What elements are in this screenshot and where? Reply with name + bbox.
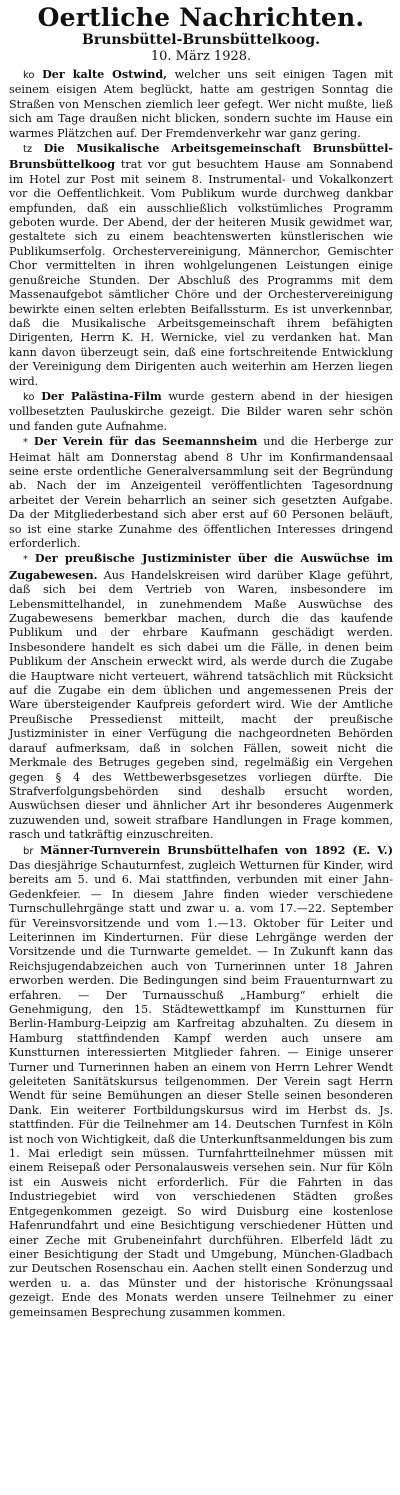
- article-lead: Männer-Turnverein Brunsbüttelhafen von 1892 (E. V.): [40, 842, 393, 857]
- article-text: und die Herberge zur Heimat hält am Donnerstag abend 8 Uhr im Konfirmandensaal seine erste ordentliche Generalversammlung seit der Begründung ab. Nach der im Anzeigenteil veröffentlichten Tagesordnung arbeitet der Verein beharrlich an seiner sich gesetzten Aufgabe. Da der Mitgliederbestand sich aber erst auf 60 Personen beläuft, so ist eine starke Zunahme des öffentlichen Interesses dringend erforderlich.: [9, 435, 394, 550]
- article-musikalische-arbeitsgemeinschaft: [9, 141, 393, 389]
- article-kalte-ostwind: [9, 67, 393, 141]
- page-title: Oertliche Nachrichten.: [37, 3, 365, 32]
- article-maenner-turnverein: [9, 843, 393, 1320]
- page-date: 10. März 1928.: [150, 49, 252, 64]
- article-zugabewesen: [9, 551, 393, 842]
- article-text: welcher uns seit einigen Tagen mit seinem eisigen Atem beglückt, hatte am gestrigen Sonntag die Straßen von Menschen ziemlich leer gefegt. Wer nicht mußte, ließ sich am Tage draußen nicht blicken, sondern suchte im Hause ein warmes Plätzchen auf. Der Fremdenverkehr war ganz gering.: [9, 68, 394, 140]
- article-text: trat vor gut besuchtem Hause am Sonnabend im Hotel zur Post mit seinem 8. Instrumental- und Vokalkonzert vor die Oeffentlichkeit. Vom Publikum wurde durchweg dankbar empfunden, daß ein ausschließlich volkstümliches Programm geboten wurde. Der Abend, der der heiteren Musik gewidmet war, gestaltete sich zu einem beachtenswerten künstlerischen wie Publikumserfolg. Orchestervereinigung, Männerchor, Gemischter Chor vermittelten in ihren wohlgelungenen Leistungen einige genußreiche Stunden. Der Abschluß des Programms mit dem Massenaufgebot sämtlicher Chöre und der Orchestervereinigung bewirkte einen selten erlebten Beifallssturm. Es ist unverkennbar, daß die Musikalische Arbeitsgemeinschaft ihrem befähigten Dirigenten, Herrn K. H. Wernicke, viel zu verdanken hat. Man kann davon überzeugt sein, daß eine fortschreitende Entwicklung der Vereinigung dem Dirigenten auch weiterhin am Herzen liegen wird.: [9, 158, 393, 388]
- article-tag: tz: [23, 144, 33, 156]
- article-lead: Der Palästina-Film: [41, 388, 162, 403]
- article-tag: br: [23, 845, 34, 857]
- article-lead: Die Musikalische Arbeitsgemeinschaft Brunsbüttel-Brunsbüttelkoog: [9, 141, 393, 172]
- page-subtitle: Brunsbüttel-Brunsbüttelkoog.: [82, 32, 320, 48]
- article-lead: Der Verein für das Seemannsheim: [33, 434, 258, 449]
- article-lead: Der kalte Ostwind,: [42, 67, 168, 81]
- article-palaestina-film: [9, 389, 393, 434]
- article-tag: *: [23, 554, 28, 566]
- article-tag: *: [23, 437, 28, 449]
- article-tag: ko: [23, 391, 35, 403]
- article-tag: ko: [23, 70, 35, 81]
- article-text: Das diesjährige Schauturnfest, zugleich Wetturnen für Kinder, wird bereits am 5. und 6. Mai stattfinden, verbunden mit einer Jahn-Gedenkfeier. — In diesem Jahre finden wieder verschiedene Turnschullehrgänge statt und zwar u. a. vom 17.—22. September für Vereinsvorsitzende und vom 1.—13. Oktober für Leiter und Leiterinnen im Kinderturnen. Für diese Lehrgänge werden der Vorsitzende und die Turnwarte gemeldet. — In Zukunft kann das Reichsjugendabzeichen auch von Turnerinnen unter 18 Jahren erworben werden. Die Bedingungen sind beim Frauenturnwart zu erfahren. — Der Turnausschuß „Hamburg“ erhielt die Genehmigung, den 15. Städtewettkampf im Kunstturnen für Berlin-Hamburg-Leipzig am Karfreitag abzuhalten. Zu diesem in Hamburg stattfindenden Kampf werden auch unsere am Kunstturnen interessierten Mitglieder fahren. — Einige unserer Turner und Turnerinnen haben an einem von Herrn Lehrer Wendt geleiteten Sanitätskursus teilgenommen. Der Verein sagt Herrn Wendt für seine Bemühungen an dieser Stelle seinen besonderen Dank. Ein weiterer Fortbildungskursus wird im Herbst ds. Js. stattfinden. Für die Teilnehmer am 14. Deutschen Turnfest in Köln ist noch von Wichtigkeit, daß die Unterkunftsanmeldungen bis zum 1. Mai erledigt sein müssen. Turnfahrtteilnehmer müssen mit einem Reisepaß oder Personalausweis versehen sein. Nur für Köln ist ein Ausweis nicht erforderlich. Für die Fahrten in das Industriegebiet wird von verschiedenen Städten großes Entgegenkommen gezeigt. So wird Duisburg eine kostenlose Hafenrundfahrt und eine Besichtigung verschiedener Hütten und einer Zeche mit Grubeneinfahrt durchführen. Elberfeld lädt zu einer Besichtigung der Stadt und Umgebung, München-Gladbach zur Deutschen Rosenschau ein. Aachen stellt einen Sonderzug und werden u. a. das Münster und der historische Krönungssaal gezeigt. Ende des Monats werden unsere Teilnehmer zu einer gemeinsamen Besprechung zusammen kommen.: [9, 858, 393, 1319]
- article-seemannsheim: [9, 434, 393, 551]
- article-text: Aus Handelskreisen wird darüber Klage geführt, daß sich bei dem Vertrieb von Waren, insbesondere im Lebensmittelhandel, in zunehmendem Maße Auswüchse des Zugabewesens bemerkbar machen, durch die das kaufende Publikum und der ehrbare Kaufmann geschädigt werden. Insbesondere handelt es sich dabei um die Fälle, in denen beim Publikum der Anschein erweckt wird, als werde durch die Zugabe die Hauptware nicht verteuert, während tatsächlich mit Rücksicht auf die Zugabe ein dem üblichen und angemessenen Preis der Ware übersteigender Kaufpreis gefordert wird. Wie der Amtliche Preußische Pressedienst mitteilt, macht der preußische Justizminister in einer Verfügung die nachgeordneten Behörden darauf aufmerksam, daß in solchen Fällen, soweit nicht die Merkmale des Betruges gegeben sind, regelmäßig ein Vergehen gegen § 4 des Wettbewerbsgesetzes vorliegen dürfte. Die Strafverfolgungsbehörden sind deshalb ersucht worden, Auswüchsen dieser und ähnlicher Art ihr besonderes Augenmerk zuzuwenden und, soweit strafbare Handlungen in Frage kommen, rasch und tatkräftig einzuschreiten.: [9, 568, 393, 842]
- article-lead: Der preußische Justizminister über die Auswüchse im Zugabewesen.: [9, 551, 393, 582]
- article-text: wurde gestern abend in der hiesigen vollbesetzten Pauluskirche gezeigt. Die Bilder waren sehr schön und fanden gute Aufnahme.: [9, 389, 393, 433]
